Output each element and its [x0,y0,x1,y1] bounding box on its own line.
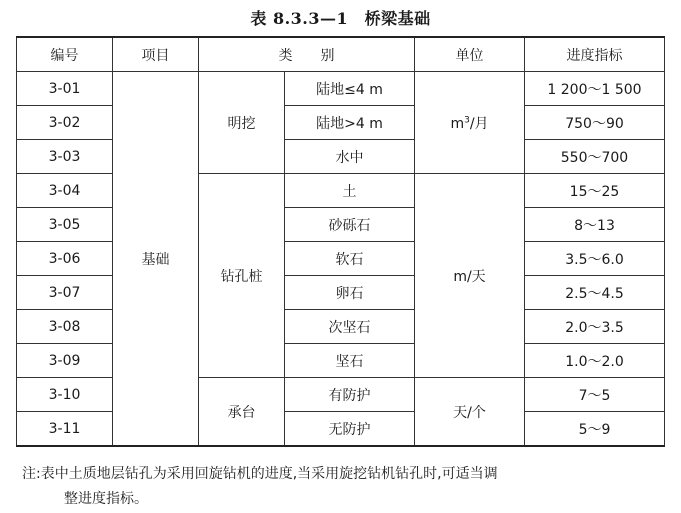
row-subcategory: 砂砾石 [285,208,415,242]
row-progress: 15～25 [525,174,665,208]
row-code: 3-09 [17,344,113,378]
row-code: 3-04 [17,174,113,208]
unit-pile-cap: 天/个 [415,378,525,447]
row-code: 3-10 [17,378,113,412]
row-code: 3-05 [17,208,113,242]
row-code: 3-11 [17,412,113,447]
row-subcategory: 坚石 [285,344,415,378]
method-pile-cap: 承台 [199,378,285,447]
row-code: 3-02 [17,106,113,140]
header-code: 编号 [17,37,113,72]
row-code: 3-03 [17,140,113,174]
item-foundation: 基础 [113,72,199,447]
row-subcategory: 卵石 [285,276,415,310]
row-code: 3-01 [17,72,113,106]
header-category: 类别 [199,37,415,72]
table-row [17,72,665,106]
row-subcategory: 次坚石 [285,310,415,344]
row-progress: 1 200～1 500 [525,72,665,106]
row-progress: 7～5 [525,378,665,412]
row-progress: 750～90 [525,106,665,140]
row-progress: 2.5～4.5 [525,276,665,310]
row-subcategory: 水中 [285,140,415,174]
row-subcategory: 无防护 [285,412,415,447]
row-progress: 8～13 [525,208,665,242]
progress-table [16,36,665,447]
row-code: 3-06 [17,242,113,276]
row-subcategory: 陆地≤4 m [285,72,415,106]
row-progress: 2.0～3.5 [525,310,665,344]
unit-open-rest: /月 [469,115,489,132]
row-progress: 1.0～2.0 [525,344,665,378]
method-open-excavation: 明挖 [199,72,285,174]
row-subcategory: 土 [285,174,415,208]
header-row [17,37,665,72]
row-progress: 3.5～6.0 [525,242,665,276]
header-progress: 进度指标 [525,37,665,72]
table-title: 表 8.3.3—1 桥梁基础 [250,9,431,28]
note-line-1: 注:表中土质地层钻孔为采用回旋钻机的进度,当采用旋挖钻机钻孔时,可适当调 [22,466,498,482]
row-code: 3-08 [17,310,113,344]
method-bored-pile: 钻孔桩 [199,174,285,378]
header-unit: 单位 [415,37,525,72]
header-item: 项目 [113,37,199,72]
note-line-2: 整进度指标。 [64,491,148,507]
row-progress: 550～700 [525,140,665,174]
unit-bored-pile: m/天 [415,174,525,378]
unit-open-sup: 3 [464,114,470,125]
row-subcategory: 陆地>4 m [285,106,415,140]
row-subcategory: 软石 [285,242,415,276]
row-subcategory: 有防护 [285,378,415,412]
unit-open-base: m [450,115,465,132]
unit-open-excavation [415,72,525,174]
table-note [22,462,662,512]
row-code: 3-07 [17,276,113,310]
row-progress: 5～9 [525,412,665,447]
